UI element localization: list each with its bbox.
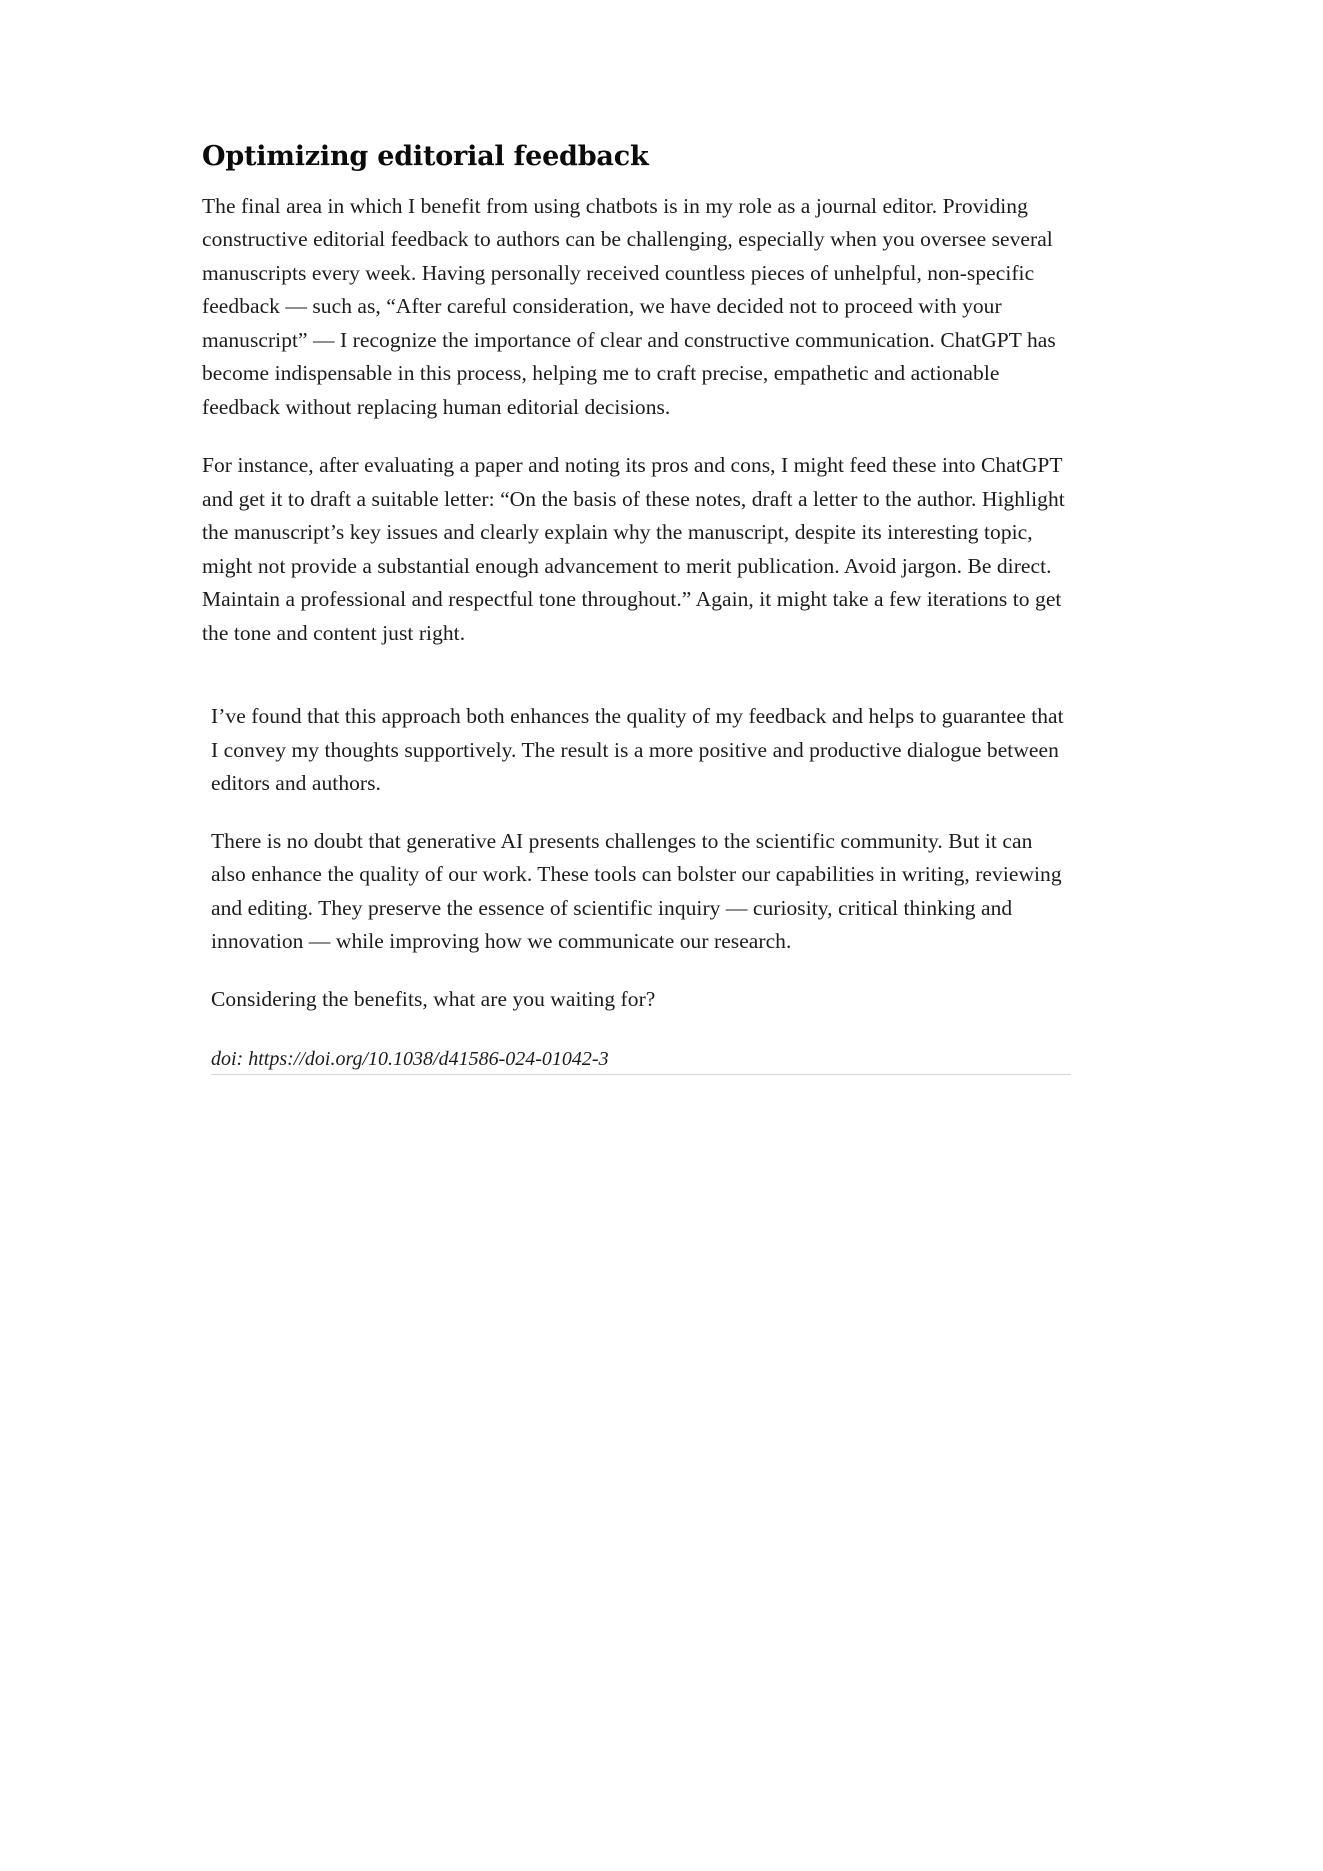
section-divider [211,1074,1071,1075]
section-heading: Optimizing editorial feedback [202,141,649,172]
article-closing-section [211,700,1071,1074]
paragraph: For instance, after evaluating a paper and noting its pros and cons, I might feed these into ChatGPT and get it to draft a suitable letter: “On the basis of these notes, draft a letter to the author. Highlight the manuscript’s key issues and clearly explain why the manuscript, despite its interesting topic, might not provide a substantial enough advancement to merit publication. Avoid jargon. Be direct. Maintain a professional and respectful tone throughout.” Again, it might take a few iterations to get the tone and content just right. [202,453,1065,645]
paragraph: Considering the benefits, what are you waiting for? [211,986,656,1011]
doi-link[interactable]: doi: https://doi.org/10.1038/d41586-024-01042-3 [211,1048,609,1070]
article-body [202,140,1082,650]
paragraph: I’ve found that this approach both enhances the quality of my feedback and helps to guarantee that I convey my thoughts supportively. The result is a more positive and productive dialogue between editors and authors. [211,704,1064,795]
paragraph: There is no doubt that generative AI presents challenges to the scientific community. But it can also enhance the quality of our work. These tools can bolster our capabilities in writing, reviewing and editing. They preserve the essence of scientific inquiry — curiosity, critical thinking and innovation — while improving how we communicate our research. [211,828,1062,953]
paragraph: The final area in which I benefit from using chatbots is in my role as a journal editor. Providing constructive editorial feedback to authors can be challenging, especially when you oversee several manuscripts every week. Having personally received countless pieces of unhelpful, non-specific feedback — such as, “After careful consideration, we have decided not to proceed with your manuscript” — I recognize the importance of clear and constructive communication. ChatGPT has become indispensable in this process, helping me to craft precise, empathetic and actionable feedback without replacing human editorial decisions. [202,193,1056,419]
